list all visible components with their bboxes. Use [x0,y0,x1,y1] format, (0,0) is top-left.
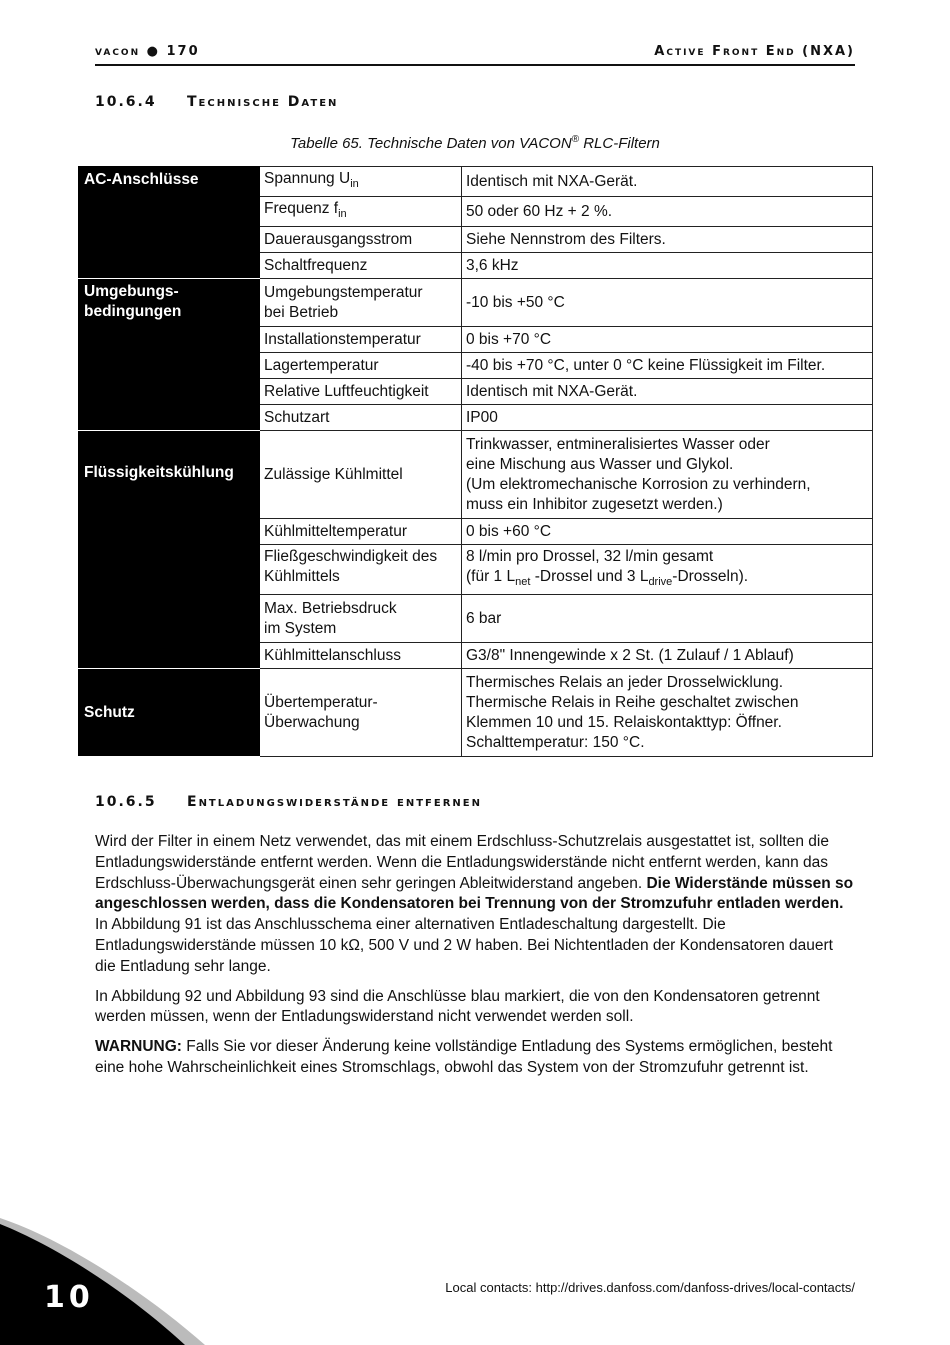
value-text: -Drosseln). [672,568,749,586]
value-line: Schalttemperatur: 150 °C. [466,733,645,751]
group-protection: Schutz [79,669,260,757]
param-line2: Überwachung [264,713,360,731]
section-heading-technical-data [95,94,338,110]
value-cell: 50 oder 60 Hz + 2 %. [462,197,873,227]
param-line2: Kühlmittels [264,568,340,586]
header-left: vacon ● 170 [95,44,200,59]
param-cell: Dauerausgangsstrom [260,227,462,253]
group-ac: AC-Anschlüsse [79,167,260,279]
value-cell: -40 bis +70 °C, unter 0 °C keine Flüssigkeit im Filter. [462,353,873,379]
section-title: Entladungswiderstände entfernen [187,794,482,810]
table-caption [0,134,950,152]
param-cell [260,279,462,327]
param-line2: bei Betrieb [264,303,339,321]
corner-decoration [0,1218,210,1345]
page-header [95,42,855,66]
param-cell [260,545,462,595]
param-cell: Schaltfrequenz [260,253,462,279]
warning-label: WARNUNG: [95,1038,182,1056]
spec-table [78,166,873,757]
value-cell: 6 bar [462,595,873,643]
param-line1: Umgebungstemperatur [264,283,423,301]
caption-tail: RLC-Filtern [579,135,660,152]
value-cell: IP00 [462,405,873,431]
value-line: Thermisches Relais an jeder Drosselwicklung. [466,673,784,691]
body-text [95,832,855,1088]
section-number: 10.6.5 [95,794,157,810]
section-number: 10.6.4 [95,94,157,110]
group-liquid-cooling: Flüssigkeitskühlung [79,431,260,669]
param-cell: Installationstemperatur [260,327,462,353]
paragraph-2: In Abbildung 92 und Abbildung 93 sind die Anschlüsse blau markiert, die von den Kondensatoren getrennt werden müssen, wenn der Entladungswiderstand nicht verwendet werden soll. [95,987,820,1026]
param-cell: Lagertemperatur [260,353,462,379]
value-line: Thermische Relais in Reihe geschaltet zwischen [466,693,799,711]
group-environment [79,279,260,431]
group-env-line1: Umgebungs- [84,283,179,301]
param-cell [260,167,462,197]
value-cell: Identisch mit NXA-Gerät. [462,167,873,197]
param-cell: Relative Luftfeuchtigkeit [260,379,462,405]
value-line: muss ein Inhibitor zugesetzt werden.) [466,495,723,513]
section-heading-discharge-resistors [95,794,482,810]
value-line: 8 l/min pro Drossel, 32 l/min gesamt [466,548,714,566]
value-cell [462,431,873,519]
value-line: eine Mischung aus Wasser und Glykol. [466,455,734,473]
paragraph-bold-text: Die Widerstände müssen so angeschlossen werden, dass die Kondensatoren bei Trennung von der Stromzufuhr entladen werden. [95,874,854,913]
param-cell: Zulässige Kühlmittel [260,431,462,519]
paragraph-1 [95,832,855,978]
value-sub: drive [648,576,673,589]
param-line1: Fließgeschwindigkeit des [264,548,438,566]
value-line: Klemmen 10 und 15. Relaiskontakttyp: Öffner. [466,713,782,731]
chapter-number: 10 [44,1280,94,1315]
value-cell: Identisch mit NXA-Gerät. [462,379,873,405]
value-sub: net [515,576,531,589]
table-row [79,279,873,327]
param-line2: im System [264,619,337,637]
value-cell: -10 bis +50 °C [462,279,873,327]
table-row [79,167,873,197]
warning-text: Falls Sie vor dieser Änderung keine vollständige Entladung des Systems ermöglichen, besteht eine hohe Wahrscheinlichkeit eines Stromschlags, obwohl das System von der Stromzufuhr getrennt ist. [95,1038,833,1076]
paragraph-text: Wird der Filter in einem Netz verwendet, das mit einem Erdschluss-Schutzrelais ausgestattet ist, sollten die Entladungswiderstände entfernt werden. Wenn die Entladungswiderstände nicht entfernt werden, kann das Erdschluss-Überwachungsgerät einen sehr geringen Ableitwiderstand angeben. [95,833,829,892]
value-cell [462,545,873,595]
section-title: Technische Daten [187,94,339,110]
param-sub: in [350,178,359,191]
param-sub: in [338,208,347,221]
footer-local-contacts: Local contacts: http://drives.danfoss.com/danfoss-drives/local-contacts/ [445,1280,855,1295]
param-text: Frequenz f [264,200,339,218]
value-cell: 0 bis +60 °C [462,519,873,545]
value-line: Trinkwasser, entmineralisiertes Wasser oder [466,435,770,453]
group-env-line2: bedingungen [84,303,182,321]
param-cell [260,197,462,227]
value-text: -Drossel und 3 L [530,568,649,586]
value-cell: Siehe Nennstrom des Filters. [462,227,873,253]
value-text: (für 1 L [466,568,516,586]
caption-text: Tabelle 65. Technische Daten von VACON [290,135,572,152]
param-line1: Max. Betriebsdruck [264,599,397,617]
param-cell: Schutzart [260,405,462,431]
paragraph-text: In Abbildung 91 ist das Anschlusschema einer alternativen Entladeschaltung dargestellt. Die Entladungswiderstände müssen 10 kΩ, 500 V und 2 W haben. Bei Nichtentladen der Kondensatoren dauert die Entladung sehr lange. [95,916,833,975]
param-line1: Übertemperatur- [264,693,378,711]
caption-registered-mark: ® [571,134,580,145]
value-line: (Um elektromechanische Korrosion zu verhindern, [466,475,811,493]
value-cell [462,669,873,757]
param-text: Spannung U [264,170,351,187]
param-cell: Kühlmittelanschluss [260,643,462,669]
header-right: Active Front End (NXA) [654,44,855,59]
value-cell: 3,6 kHz [462,253,873,279]
value-cell: 0 bis +70 °C [462,327,873,353]
param-cell: Kühlmitteltemperatur [260,519,462,545]
paragraph-warning [95,1037,855,1079]
param-cell [260,595,462,643]
value-cell: G3/8" Innengewinde x 2 St. (1 Zulauf / 1 Ablauf) [462,643,873,669]
table-row [79,431,873,519]
table-row [79,669,873,757]
param-cell [260,669,462,757]
